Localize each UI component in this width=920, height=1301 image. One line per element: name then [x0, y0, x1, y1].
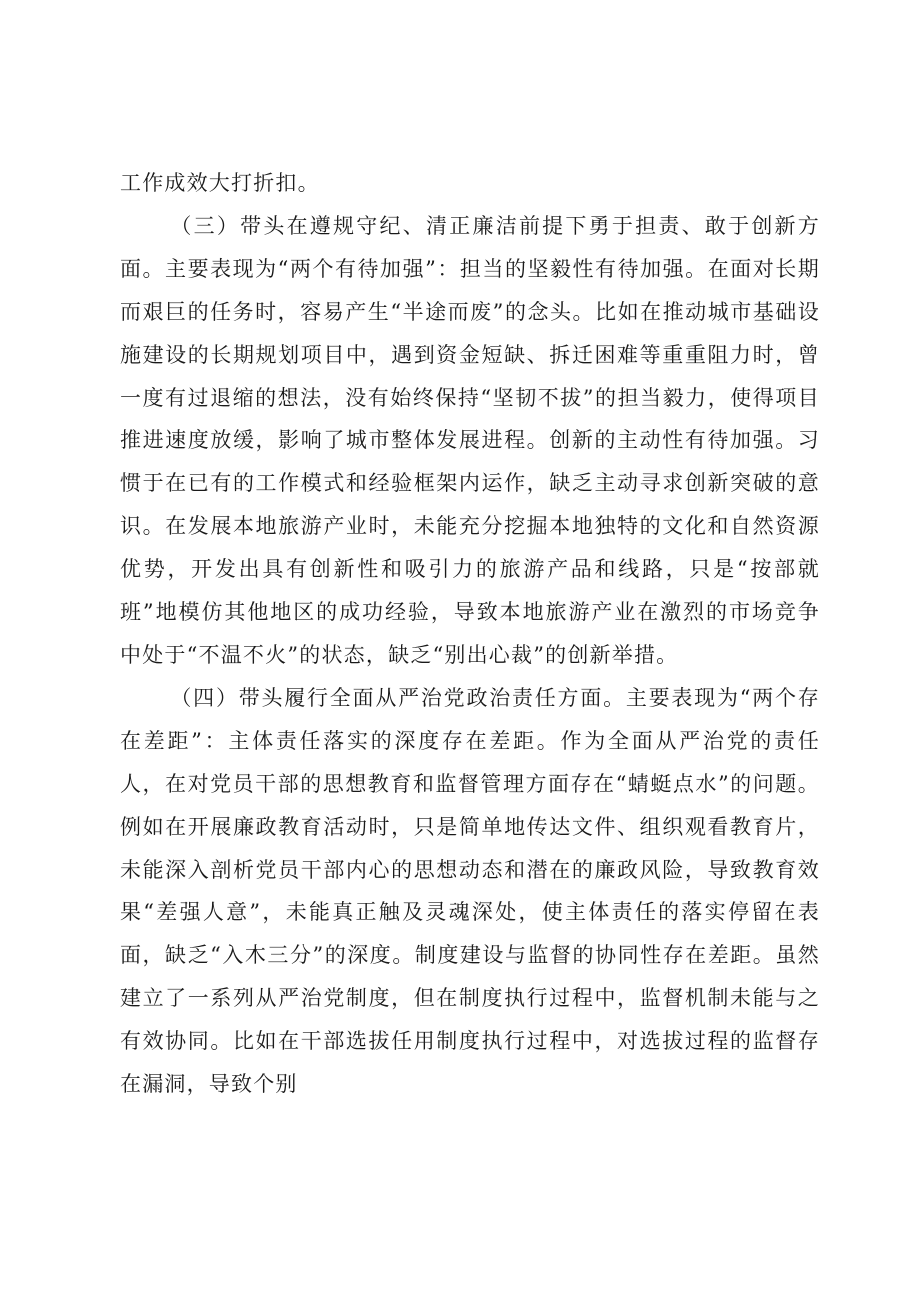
paragraph-continuation: 工作成效大打折扣。 — [120, 171, 320, 195]
paragraph-section-4: （四）带头履行全面从严治党政治责任方面。主要表现为“两个存在差距”：主体责任落实的深度存在差距。作为全面从严治党的责任人，在对党员干部的思想教育和监督管理方面存在“蜻蜓点水”的问题。例如在开展廉政教育活动时，只是简单地传达文件、组织观看教育片，未能深入剖析党员干部内心的思想动态和潜在的廉政风险，导致教育效果“差强人意”，未能真正触及灵魂深处，使主体责任的落实停留在表面，缺乏“入木三分”的深度。制度建设与监督的协同性存在差距。虽然建立了一系列从严治党制度，但在制度执行过程中，监督机制未能与之有效协同。比如在干部选拔任用制度执行过程中，对选拔过程的监督存在漏洞，导致个别 — [120, 685, 820, 1097]
document-body — [120, 162, 820, 1106]
paragraph-section-3: （三）带头在遵规守纪、清正廉洁前提下勇于担责、敢于创新方面。主要表现为“两个有待加强”：担当的坚毅性有待加强。在面对长期而艰巨的任务时，容易产生“半途而废”的念头。比如在推动城市基础设施建设的长期规划项目中，遇到资金短缺、拆迁困难等重重阻力时，曾一度有过退缩的想法，没有始终保持“坚韧不拔”的担当毅力，使得项目推进速度放缓，影响了城市整体发展进程。创新的主动性有待加强。习惯于在已有的工作模式和经验框架内运作，缺乏主动寻求创新突破的意识。在发展本地旅游产业时，未能充分挖掘本地独特的文化和自然资源优势，开发出具有创新性和吸引力的旅游产品和线路，只是“按部就班”地模仿其他地区的成功经验，导致本地旅游产业在激烈的市场竞争中处于“不温不火”的状态，缺乏“别出心裁”的创新举措。 — [120, 213, 820, 667]
